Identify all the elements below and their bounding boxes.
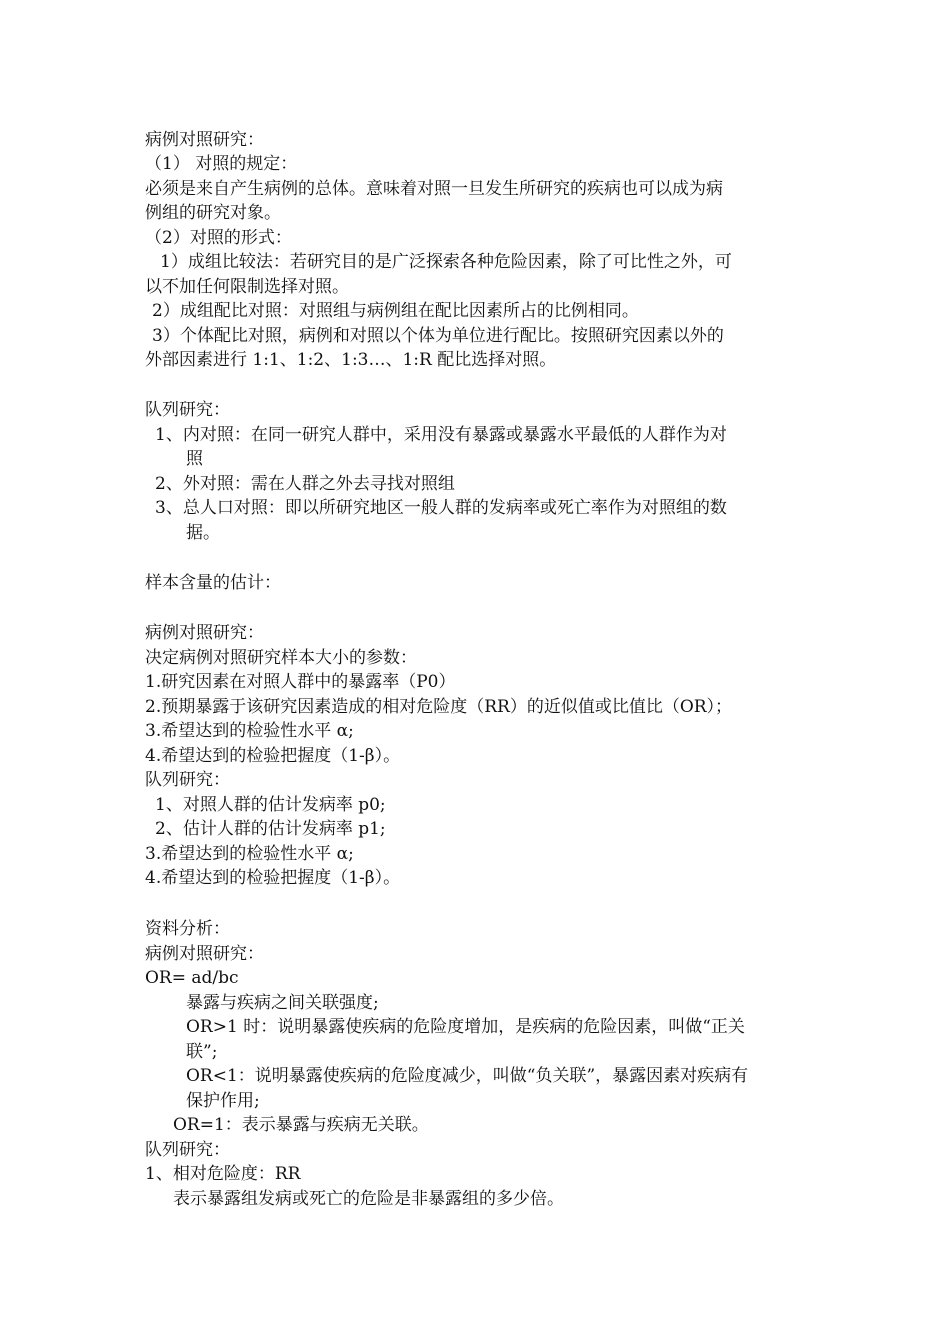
sample-cohort-item-4: 4.希望达到的检验把握度（1-β）。 (145, 868, 401, 888)
control-rules-title: （1） 对照的规定： (145, 154, 298, 174)
sample-cc-item-3: 3.希望达到的检验性水平 α; (145, 721, 354, 741)
sample-cc-item-4: 4.希望达到的检验把握度（1-β）。 (145, 746, 401, 766)
or-less-than-1-line-2: 保护作用; (186, 1091, 260, 1111)
sample-cohort-heading: 队列研究： (145, 770, 230, 790)
cohort-heading: 队列研究： (145, 400, 230, 420)
or-strength: 暴露与疾病之间关联强度; (186, 993, 379, 1013)
control-rules-line-2: 例组的研究对象。 (145, 203, 281, 223)
cohort-item-2: 2、外对照：需在人群之外去寻找对照组 (155, 474, 455, 494)
or-formula: OR= ad/bc (145, 968, 239, 988)
or-greater-than-1-line-1: OR>1 时：说明暴露使疾病的危险度增加，是疾病的危险因素，叫做“正关 (186, 1017, 745, 1037)
form-1-line-2: 以不加任何限制选择对照。 (145, 277, 349, 297)
cohort-item-3-line-1: 3、总人口对照：即以所研究地区一般人群的发病率或死亡率作为对照组的数 (155, 498, 727, 518)
control-rules-line-1: 必须是来自产生病例的总体。意味着对照一旦发生所研究的疾病也可以成为病 (145, 179, 723, 199)
rr-description: 表示暴露组发病或死亡的危险是非暴露组的多少倍。 (173, 1189, 564, 1209)
form-3-line-2: 外部因素进行 1:1、1:2、1:3…、1:R 配比选择对照。 (145, 350, 557, 370)
analysis-cohort-heading: 队列研究： (145, 1140, 230, 1160)
analysis-heading: 资料分析： (145, 919, 230, 939)
or-equal-1: OR=1：表示暴露与疾病无关联。 (173, 1115, 429, 1135)
or-greater-than-1-line-2: 联”; (186, 1042, 218, 1062)
sample-cc-heading: 病例对照研究： (145, 623, 264, 643)
rr-title: 1、相对危险度：RR (145, 1164, 301, 1184)
case-control-heading: 病例对照研究： (145, 130, 264, 150)
cohort-item-3-line-2: 据。 (186, 523, 220, 543)
cohort-item-1-line-1: 1、内对照：在同一研究人群中，采用没有暴露或暴露水平最低的人群作为对 (155, 425, 727, 445)
form-2: 2）成组配比对照：对照组与病例组在配比因素所占的比例相同。 (152, 301, 639, 321)
form-3-line-1: 3）个体配比对照，病例和对照以个体为单位进行配比。按照研究因素以外的 (152, 326, 724, 346)
sample-cc-params: 决定病例对照研究样本大小的参数： (145, 648, 417, 668)
sample-cc-item-1: 1.研究因素在对照人群中的暴露率（P0） (145, 672, 456, 692)
or-less-than-1-line-1: OR<1：说明暴露使疾病的危险度减少，叫做“负关联”，暴露因素对疾病有 (186, 1066, 749, 1086)
sample-cohort-item-2: 2、估计人群的估计发病率 p1; (155, 819, 386, 839)
control-forms-title: （2）对照的形式： (145, 228, 292, 248)
sample-cohort-item-1: 1、对照人群的估计发病率 p0; (155, 795, 386, 815)
sample-heading: 样本含量的估计： (145, 573, 281, 593)
form-1-line-1: 1）成组比较法：若研究目的是广泛探索各种危险因素，除了可比性之外，可 (160, 252, 732, 272)
cohort-item-1-line-2: 照 (186, 449, 203, 469)
sample-cc-item-2: 2.预期暴露于该研究因素造成的相对危险度（RR）的近似值或比值比（OR）； (145, 697, 733, 717)
analysis-cc-heading: 病例对照研究： (145, 944, 264, 964)
sample-cohort-item-3: 3.希望达到的检验性水平 α; (145, 844, 354, 864)
